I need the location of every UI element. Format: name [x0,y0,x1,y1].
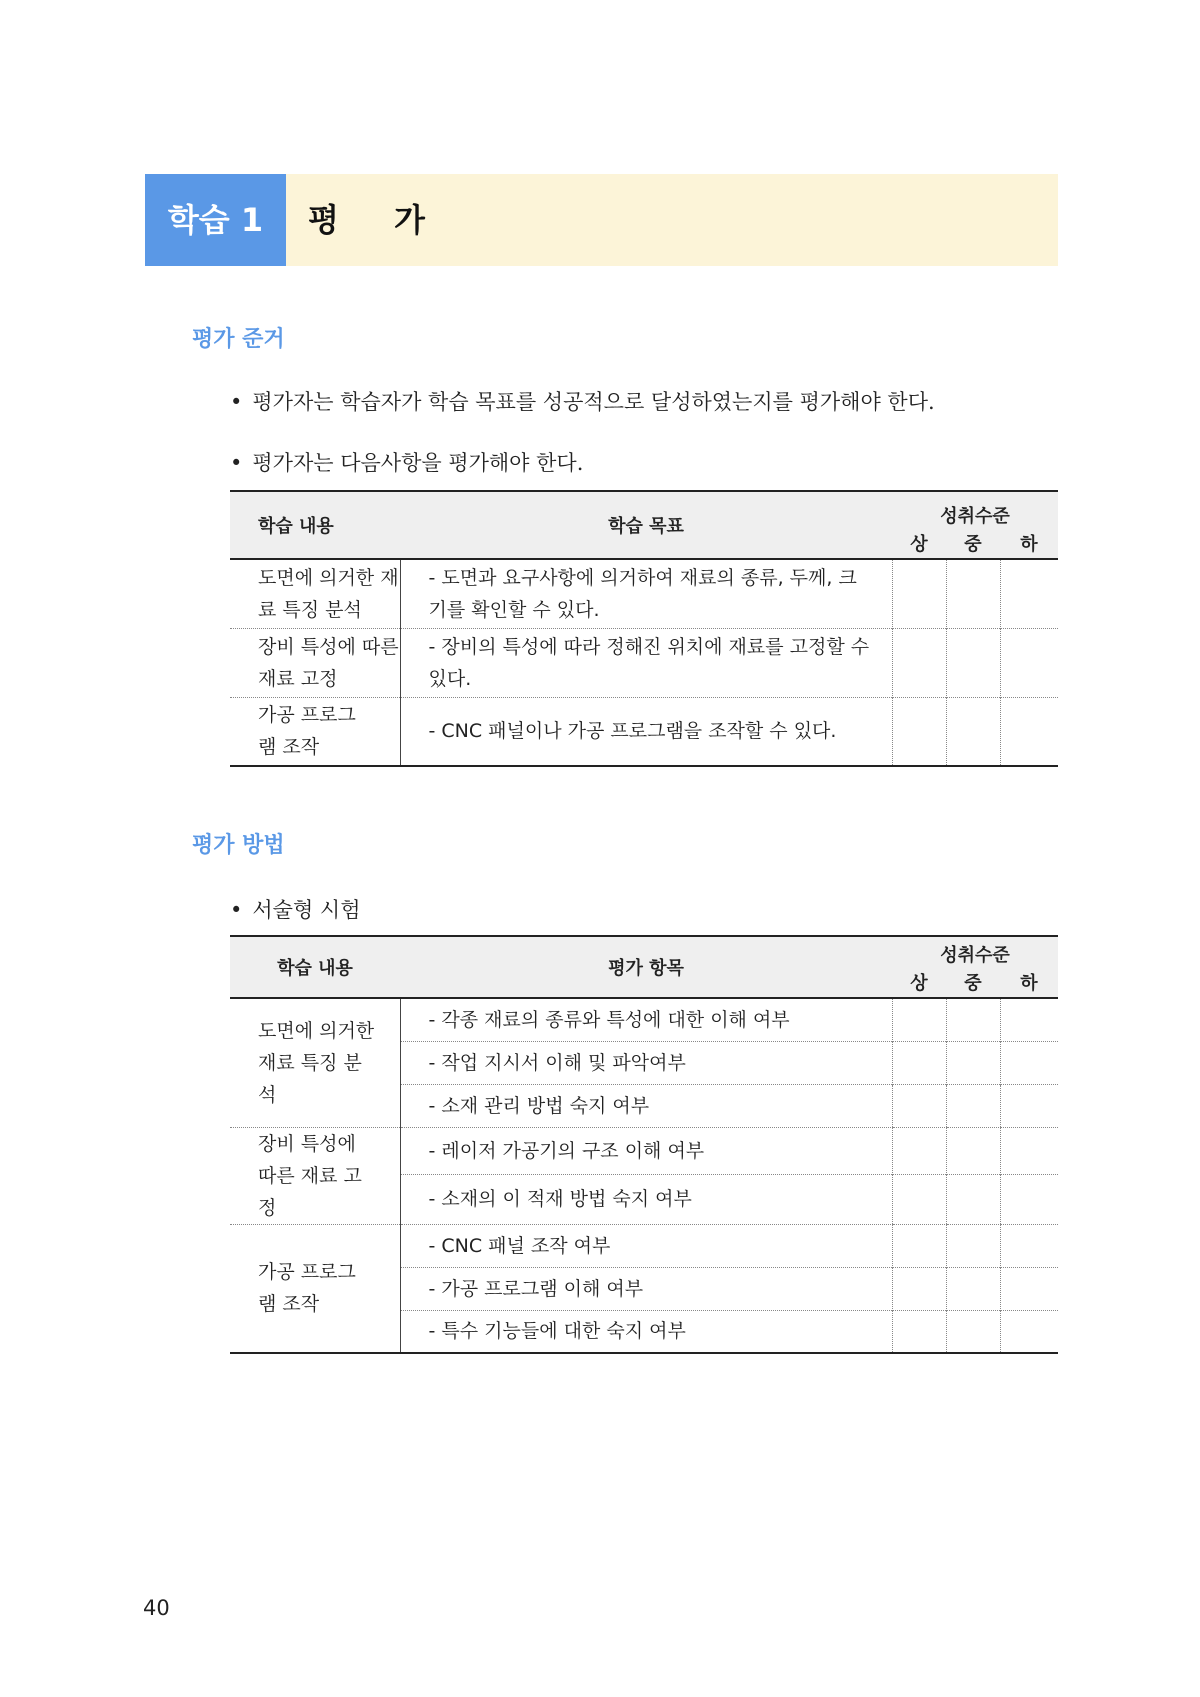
bullet-2 [230,447,583,477]
level-mid-cell[interactable] [946,1041,1000,1084]
content-cell: 도면에 의거한 재료 특징 분석 [230,559,400,628]
content-cell: 가공 프로그램 조작 [230,1224,400,1353]
item-cell: - 가공 프로그램 이해 여부 [428,1277,644,1300]
item-cell: - 각종 재료의 종류와 특성에 대한 이해 여부 [428,1008,790,1031]
header-mid: 중 [946,967,1000,998]
table-row [230,1224,1058,1267]
table-row [230,559,1058,628]
header-mid: 중 [946,528,1000,559]
level-mid-cell[interactable] [946,1267,1000,1310]
header-low: 하 [1000,528,1058,559]
level-high-cell[interactable] [892,1310,946,1353]
criteria-table [230,490,1058,767]
level-low-cell[interactable] [1000,1084,1058,1127]
header-goal: 학습 목표 [400,491,892,559]
header-level: 성취수준 [940,506,1010,527]
header-content: 학습 내용 [230,936,400,998]
level-high-cell[interactable] [892,1267,946,1310]
bullet-dot: • [230,451,243,475]
level-low-cell[interactable] [1000,1267,1058,1310]
level-high-cell[interactable] [892,1041,946,1084]
level-high-cell[interactable] [892,1084,946,1127]
title-bar [145,174,1058,266]
level-low-cell[interactable] [1000,1041,1058,1084]
bullet-text: 평가자는 다음사항을 평가해야 한다. [252,451,584,475]
level-low-cell[interactable] [1000,1174,1058,1224]
content-cell: 장비 특성에 따른 재료 고정 [230,1127,400,1224]
level-high-cell[interactable] [892,1174,946,1224]
level-high-cell[interactable] [892,1224,946,1267]
level-high-cell[interactable] [892,559,946,628]
table-row [230,1127,1058,1174]
level-low-cell[interactable] [1000,559,1058,628]
level-low-cell[interactable] [1000,628,1058,697]
level-high-cell[interactable] [892,697,946,766]
method-table [230,935,1058,1354]
goal-cell: - 도면과 요구사항에 의거하여 재료의 종류, 두께, 크기를 확인할 수 있다. [428,566,857,621]
item-cell: - 특수 기능들에 대한 숙지 여부 [428,1320,686,1343]
bullet-text: 서술형 시험 [252,898,361,922]
level-mid-cell[interactable] [946,1084,1000,1127]
level-low-cell[interactable] [1000,1127,1058,1174]
level-mid-cell[interactable] [946,697,1000,766]
header-low: 하 [1000,967,1058,998]
title-tag: 학습 1 [145,174,286,266]
header-item: 평가 항목 [400,936,892,998]
item-cell: - 작업 지시서 이해 및 파악여부 [428,1051,686,1074]
goal-cell: - CNC 패널이나 가공 프로그램을 조작할 수 있다. [428,720,837,743]
header-content: 학습 내용 [230,491,400,559]
table-row [230,628,1058,697]
level-mid-cell[interactable] [946,559,1000,628]
level-mid-cell[interactable] [946,1174,1000,1224]
bullet-3 [230,894,361,924]
level-low-cell[interactable] [1000,697,1058,766]
level-high-cell[interactable] [892,998,946,1041]
bullet-dot: • [230,390,243,414]
level-high-cell[interactable] [892,628,946,697]
level-mid-cell[interactable] [946,1310,1000,1353]
item-cell: - 소재 관리 방법 숙지 여부 [400,1084,892,1127]
header-high: 상 [892,528,946,559]
bullet-text: 평가자는 학습자가 학습 목표를 성공적으로 달성하였는지를 평가해야 한다. [252,390,935,414]
level-mid-cell[interactable] [946,628,1000,697]
header-high: 상 [892,967,946,998]
content-cell: 도면에 의거한 재료 특징 분석 [230,998,400,1127]
section-heading-method: 평가 방법 [192,833,285,858]
bullet-dot: • [230,898,243,922]
header-level: 성취수준 [940,945,1010,966]
bullet-1 [230,386,935,416]
item-cell: - 소재의 이 적재 방법 숙지 여부 [400,1174,892,1224]
table-row [230,697,1058,766]
goal-cell: - 장비의 특성에 따라 정해진 위치에 재료를 고정할 수 있다. [428,635,870,690]
level-mid-cell[interactable] [946,1224,1000,1267]
content-cell: 장비 특성에 따른 재료 고정 [230,628,400,697]
level-low-cell[interactable] [1000,1310,1058,1353]
level-high-cell[interactable] [892,1127,946,1174]
table-row [230,998,1058,1041]
item-cell: - 레이저 가공기의 구조 이해 여부 [428,1139,705,1162]
level-low-cell[interactable] [1000,998,1058,1041]
section-heading-criteria: 평가 준거 [192,327,285,352]
item-cell: - CNC 패널 조작 여부 [428,1234,611,1257]
page-number: 40 [143,1596,170,1620]
page-title: 평 가 [308,201,447,239]
content-cell: 가공 프로그램 조작 [230,697,400,766]
level-mid-cell[interactable] [946,1127,1000,1174]
level-low-cell[interactable] [1000,1224,1058,1267]
level-mid-cell[interactable] [946,998,1000,1041]
